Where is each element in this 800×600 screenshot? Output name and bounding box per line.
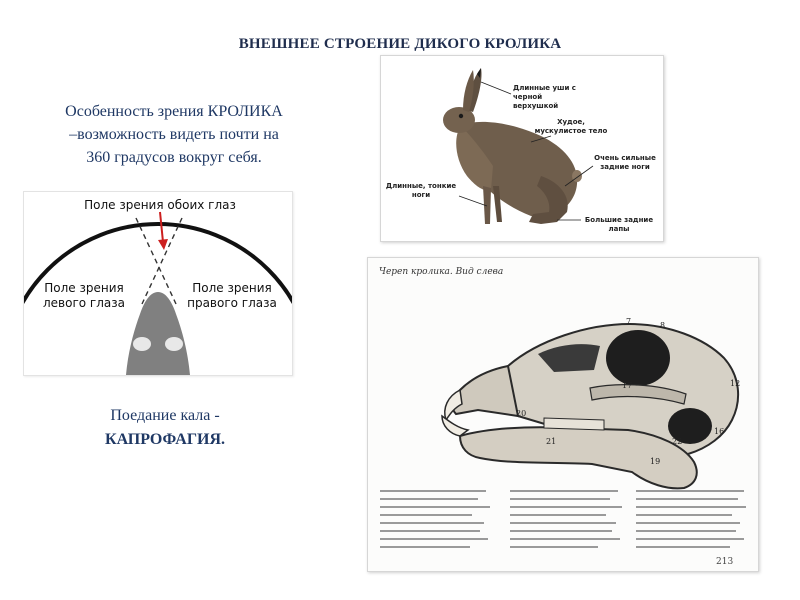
left-eye-shape <box>133 337 151 351</box>
skull-number-8: 8 <box>660 321 666 330</box>
ears-label-1: Длинные уши с <box>513 84 576 92</box>
rabbit-illustration <box>380 55 664 242</box>
ears-pointer <box>481 82 511 94</box>
skull-number-21: 21 <box>546 437 557 446</box>
hind-legs-label-2: задние ноги <box>600 163 650 171</box>
skull-page-number: 213 <box>716 557 734 567</box>
ears-label-2: черной <box>513 93 543 101</box>
skull-molars-shape <box>544 418 604 430</box>
skull-number-17: 17 <box>622 381 633 390</box>
skull-number-20: 20 <box>516 409 527 418</box>
right-eye-label-1: Поле зрения <box>192 281 272 295</box>
skull-illustration <box>367 257 759 572</box>
field-of-view-diagram <box>23 191 293 376</box>
slide-title: ВНЕШНЕЕ СТРОЕНИЕ ДИКОГО КРОЛИКА <box>238 36 562 52</box>
skull-rostrum-shape <box>453 366 518 416</box>
left-eye-label-1: Поле зрения <box>44 281 124 295</box>
skull-legend-column-3 <box>636 490 746 548</box>
skull-caption: Череп кролика. Вид слева <box>379 267 504 277</box>
coprophagy-text <box>60 404 270 452</box>
skull-legend-column-1 <box>380 490 490 548</box>
left-eye-label-2: левого глаза <box>43 296 125 310</box>
skull-number-16: 16 <box>714 427 725 436</box>
right-eye-label-2: правого глаза <box>187 296 277 310</box>
vision-text-line-1: Особенность зрения КРОЛИКА <box>65 103 283 120</box>
skull-number-19: 19 <box>650 457 661 466</box>
skull-number-22: 22 <box>672 437 683 446</box>
legs-pointer <box>459 196 487 206</box>
skull-legend-column-2 <box>510 490 622 548</box>
skull-number-7: 7 <box>626 317 632 326</box>
both-eyes-label: Поле зрения обоих глаз <box>84 198 236 212</box>
coprophagy-line-2: КАПРОФАГИЯ. <box>105 431 225 448</box>
paws-label-1: Большие задние <box>584 216 654 224</box>
thin-legs-label-2: ноги <box>411 191 431 199</box>
skull-orbit-shape <box>606 330 670 386</box>
hind-legs-label-1: Очень сильные <box>594 154 656 162</box>
skull-upper-incisor-shape <box>445 390 462 420</box>
ears-label-3: верхушкой <box>513 102 559 110</box>
body-label-2: мускулистое тело <box>534 127 608 135</box>
rabbit-eye-shape <box>459 114 463 118</box>
coprophagy-line-1: Поедание кала - <box>110 407 220 424</box>
right-eye-shape <box>165 337 183 351</box>
paws-label-2: лапы <box>608 225 630 233</box>
skull-number-12: 12 <box>730 379 741 388</box>
vision-text <box>24 100 324 169</box>
skull-lower-incisor-shape <box>442 416 468 436</box>
vision-text-line-3: 360 градусов вокруг себя. <box>86 149 262 166</box>
body-label-1: Худое, <box>557 118 585 126</box>
vision-text-line-2: –возможность видеть почти на <box>69 126 279 143</box>
thin-legs-label-1: Длинные, тонкие <box>385 182 457 190</box>
